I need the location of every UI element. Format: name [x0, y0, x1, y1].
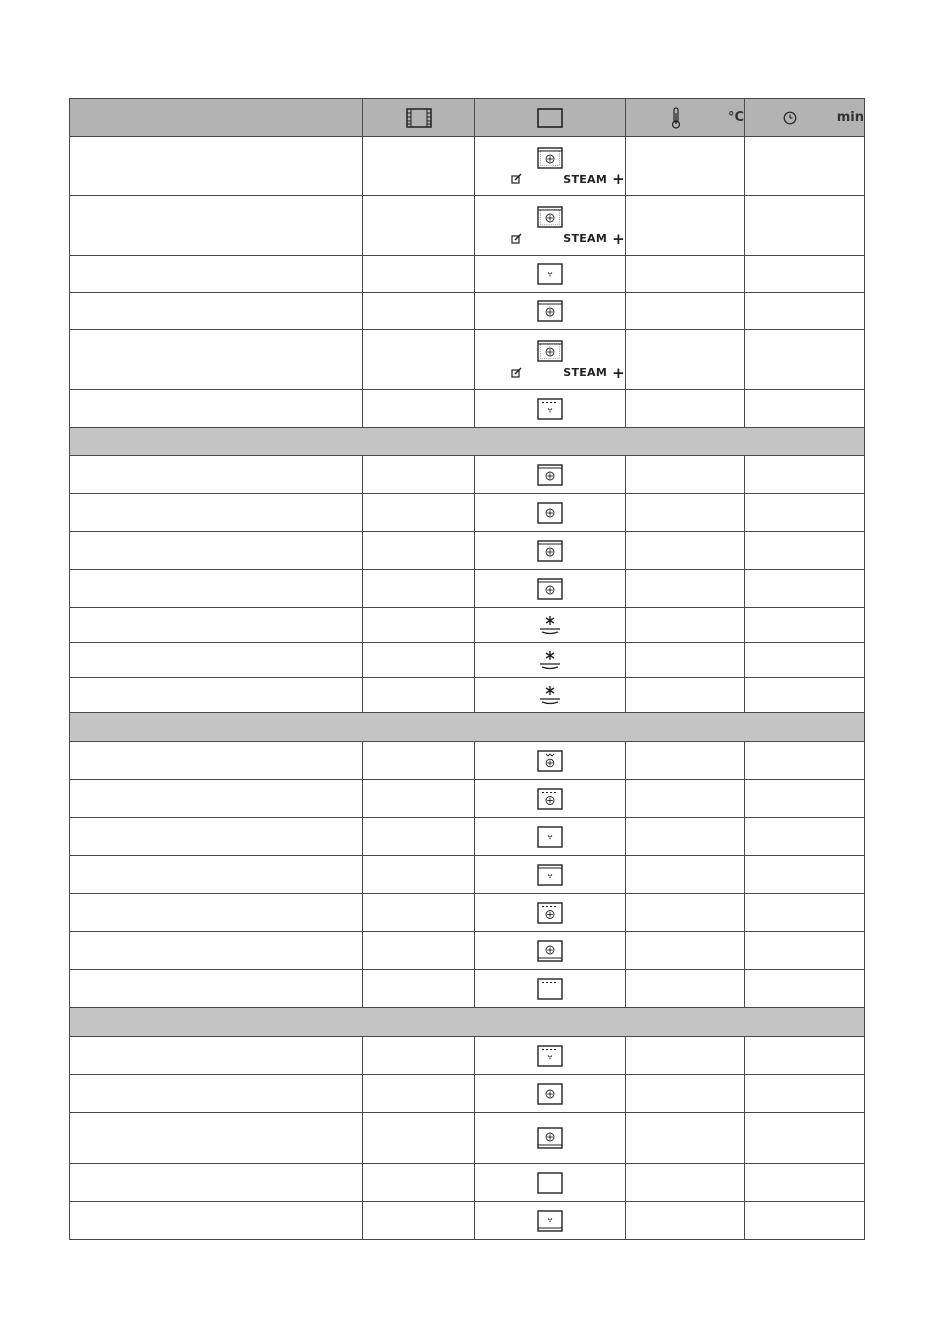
oven-function-cell: [475, 256, 626, 293]
oven-function-cell: [475, 678, 626, 713]
food-cell: [70, 494, 363, 532]
oven-function-cell: [475, 196, 626, 256]
food-cell: [70, 196, 363, 256]
top-heat-icon: [475, 978, 625, 1000]
fan-bottom-line-icon: [475, 940, 625, 962]
time-cell: [745, 856, 865, 894]
shelf-cell: [363, 742, 475, 780]
temperature-cell: [626, 494, 745, 532]
time-cell: [745, 932, 865, 970]
temperature-cell: [626, 643, 745, 678]
shelf-cell: [363, 608, 475, 643]
shelf-cell: [363, 256, 475, 293]
time-cell: [745, 532, 865, 570]
header-oven-function: [475, 99, 626, 137]
section-row: [70, 1008, 865, 1037]
oven-function-cell: [475, 894, 626, 932]
section-cell: [70, 1008, 865, 1037]
table-row: [70, 330, 865, 390]
oven-function-cell: [475, 1113, 626, 1164]
time-cell: [745, 643, 865, 678]
table-row: [70, 932, 865, 970]
plus-icon: +: [612, 229, 625, 248]
defrost-icon: [475, 614, 625, 636]
time-cell: [745, 293, 865, 330]
oven-function-cell: [475, 137, 626, 196]
shelf-cell: [363, 856, 475, 894]
food-cell: [70, 894, 363, 932]
food-cell: [70, 532, 363, 570]
temperature-unit: °C: [727, 110, 744, 125]
oven-function-cell: [475, 608, 626, 643]
temperature-cell: [626, 456, 745, 494]
shelf-cell: [363, 293, 475, 330]
oven-function-cell: [475, 932, 626, 970]
shelf-cell: [363, 678, 475, 713]
oven-function-cell: [475, 456, 626, 494]
steam-text: STEAM: [563, 232, 608, 245]
food-cell: [70, 1202, 363, 1240]
shelf-cell: [363, 390, 475, 428]
oven-function-cell: [475, 1037, 626, 1075]
time-cell: [745, 1164, 865, 1202]
shelf-cell: [363, 456, 475, 494]
time-cell: [745, 818, 865, 856]
temperature-cell: [626, 532, 745, 570]
food-cell: [70, 780, 363, 818]
table-row: [70, 970, 865, 1008]
steam-plus-label: [475, 363, 625, 382]
top-heat-fan-large-icon: [475, 902, 625, 924]
table-row: [70, 780, 865, 818]
cooking-table: [69, 98, 865, 1240]
time-cell: [745, 780, 865, 818]
thermometer-icon: [671, 107, 681, 129]
steam-fan-icon: [475, 147, 625, 169]
shelf-cell: [363, 1075, 475, 1113]
plus-icon: +: [612, 170, 625, 188]
food-cell: [70, 293, 363, 330]
food-cell: [70, 1164, 363, 1202]
oven-function-cell: [475, 570, 626, 608]
food-cell: [70, 678, 363, 713]
food-cell: [70, 256, 363, 293]
temperature-cell: [626, 390, 745, 428]
oven-function-cell: [475, 1202, 626, 1240]
steam-plus-label: [475, 170, 625, 188]
oven-function-cell: [475, 1164, 626, 1202]
fan-top-line-icon: [475, 540, 625, 562]
time-cell: [745, 608, 865, 643]
oven-function-cell: [475, 330, 626, 390]
time-cell: [745, 678, 865, 713]
food-cell: [70, 390, 363, 428]
oven-function-cell: [475, 494, 626, 532]
oven-function-cell: [475, 970, 626, 1008]
table-row: [70, 256, 865, 293]
fan-small-icon: [475, 826, 625, 848]
plus-icon: +: [612, 363, 625, 382]
oven-function-cell: [475, 856, 626, 894]
empty-oven-icon: [475, 1172, 625, 1194]
fan-small-bottom-line-icon: [475, 1210, 625, 1232]
temperature-cell: [626, 1075, 745, 1113]
temperature-cell: [626, 742, 745, 780]
oven-function-cell: [475, 818, 626, 856]
shelf-cell: [363, 643, 475, 678]
header-time: [745, 99, 865, 137]
shelf-cell: [363, 894, 475, 932]
shelf-cell: [363, 1164, 475, 1202]
header-temperature: [626, 99, 745, 137]
time-cell: [745, 137, 865, 196]
shelf-cell: [363, 932, 475, 970]
temperature-cell: [626, 137, 745, 196]
temperature-cell: [626, 196, 745, 256]
shelf-cell: [363, 780, 475, 818]
header-food: [70, 99, 363, 137]
header-shelf-level: [363, 99, 475, 137]
food-cell: [70, 643, 363, 678]
table-row: [70, 1113, 865, 1164]
food-cell: [70, 137, 363, 196]
temperature-cell: [626, 780, 745, 818]
oven-function-cell: [475, 780, 626, 818]
table-row: [70, 1075, 865, 1113]
fan-top-line-icon: [475, 464, 625, 486]
table-row: [70, 570, 865, 608]
temperature-cell: [626, 894, 745, 932]
time-cell: [745, 1202, 865, 1240]
food-cell: [70, 1075, 363, 1113]
shelf-cell: [363, 970, 475, 1008]
time-cell: [745, 330, 865, 390]
temperature-cell: [626, 570, 745, 608]
temperature-cell: [626, 1164, 745, 1202]
table-row: [70, 196, 865, 256]
oven-function-cell: [475, 1075, 626, 1113]
steam-fan-icon: [475, 206, 625, 228]
oven-function-icon: [537, 108, 563, 128]
shelf-level-icon: [406, 108, 432, 128]
temperature-cell: [626, 608, 745, 643]
defrost-icon: [475, 684, 625, 706]
time-cell: [745, 742, 865, 780]
table-row: [70, 856, 865, 894]
shelf-cell: [363, 532, 475, 570]
steam-plus-label: [475, 229, 625, 248]
time-cell: [745, 894, 865, 932]
food-cell: [70, 856, 363, 894]
oven-function-cell: [475, 390, 626, 428]
shelf-cell: [363, 137, 475, 196]
steam-text: STEAM: [563, 366, 608, 379]
time-cell: [745, 456, 865, 494]
shelf-cell: [363, 494, 475, 532]
table-row: [70, 1202, 865, 1240]
oven-function-cell: [475, 532, 626, 570]
time-cell: [745, 390, 865, 428]
shelf-cell: [363, 1037, 475, 1075]
defrost-icon: [475, 649, 625, 671]
shelf-cell: [363, 570, 475, 608]
section-cell: [70, 428, 865, 456]
temperature-cell: [626, 818, 745, 856]
food-cell: [70, 970, 363, 1008]
shelf-cell: [363, 1202, 475, 1240]
clock-icon: [783, 111, 797, 125]
food-cell: [70, 570, 363, 608]
oven-function-cell: [475, 742, 626, 780]
food-cell: [70, 742, 363, 780]
fan-icon: [475, 502, 625, 524]
temperature-cell: [626, 256, 745, 293]
table-row: [70, 818, 865, 856]
table-body: [70, 137, 865, 1240]
temperature-cell: [626, 970, 745, 1008]
steam-text: STEAM: [563, 172, 608, 186]
time-cell: [745, 1037, 865, 1075]
fan-bottom-line-icon: [475, 1127, 625, 1149]
table-row: [70, 643, 865, 678]
temperature-cell: [626, 856, 745, 894]
steam-pencil-icon: [511, 233, 523, 245]
table-row: [70, 532, 865, 570]
table-row: [70, 894, 865, 932]
temperature-cell: [626, 1113, 745, 1164]
time-cell: [745, 1113, 865, 1164]
time-unit: min: [836, 110, 864, 125]
food-cell: [70, 818, 363, 856]
oven-function-cell: [475, 293, 626, 330]
time-cell: [745, 570, 865, 608]
time-cell: [745, 494, 865, 532]
fan-top-line-icon: [475, 578, 625, 600]
steam-pencil-icon: [511, 173, 523, 185]
time-cell: [745, 1075, 865, 1113]
section-row: [70, 713, 865, 742]
shelf-cell: [363, 330, 475, 390]
top-heat-fan-icon: [475, 1045, 625, 1067]
temperature-cell: [626, 1037, 745, 1075]
table-row: [70, 1164, 865, 1202]
temperature-cell: [626, 1202, 745, 1240]
top-heat-fan-large-icon: [475, 788, 625, 810]
table-row: [70, 1037, 865, 1075]
shelf-cell: [363, 818, 475, 856]
fan-icon: [475, 1083, 625, 1105]
food-cell: [70, 1113, 363, 1164]
food-cell: [70, 330, 363, 390]
section-row: [70, 428, 865, 456]
top-heat-fan-icon: [475, 398, 625, 420]
table-header-row: [70, 99, 865, 137]
fan-small-top-line-icon: [475, 864, 625, 886]
food-cell: [70, 456, 363, 494]
temperature-cell: [626, 678, 745, 713]
temperature-cell: [626, 330, 745, 390]
table-row: [70, 742, 865, 780]
table-row: [70, 678, 865, 713]
table-row: [70, 608, 865, 643]
steam-fan-icon: [475, 340, 625, 362]
table-row: [70, 137, 865, 196]
steam-pencil-icon: [511, 367, 523, 379]
section-cell: [70, 713, 865, 742]
temperature-cell: [626, 932, 745, 970]
food-cell: [70, 932, 363, 970]
temperature-cell: [626, 293, 745, 330]
table-row: [70, 293, 865, 330]
fan-top-line-icon: [475, 300, 625, 322]
food-cell: [70, 1037, 363, 1075]
time-cell: [745, 970, 865, 1008]
shelf-cell: [363, 1113, 475, 1164]
time-cell: [745, 196, 865, 256]
time-cell: [745, 256, 865, 293]
fan-small-icon: [475, 263, 625, 285]
oven-function-cell: [475, 643, 626, 678]
shelf-cell: [363, 196, 475, 256]
table-row: [70, 390, 865, 428]
food-cell: [70, 608, 363, 643]
table-row: [70, 456, 865, 494]
grill-fan-icon: [475, 750, 625, 772]
table-row: [70, 494, 865, 532]
